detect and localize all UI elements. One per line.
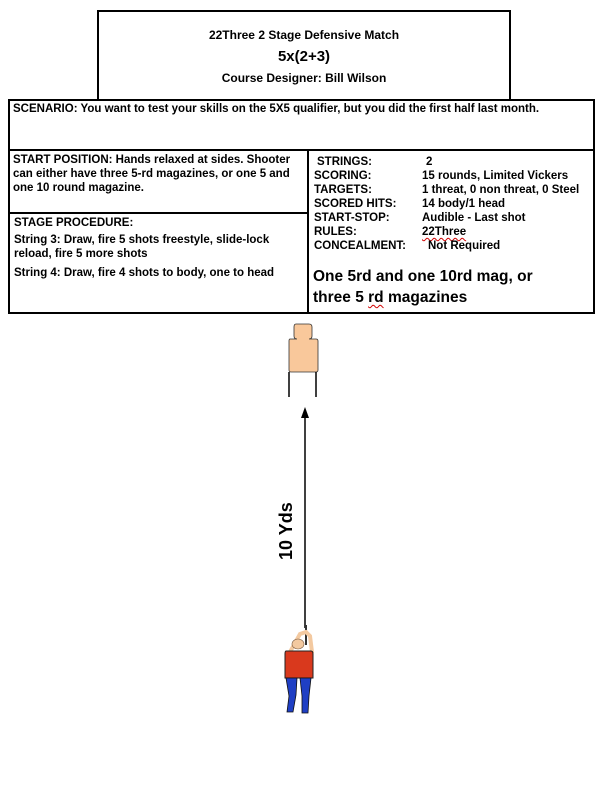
magazine-note-line-1: One 5rd and one 10rd mag, or	[313, 268, 533, 285]
course-designer: Course Designer: Bill Wilson	[221, 71, 387, 85]
match-title: 22Three 2 Stage Defensive Match	[208, 28, 400, 42]
distance-arrow-head	[301, 407, 309, 418]
info-start-stop-label: START-STOP:	[314, 212, 390, 224]
stage-name: 5x(2+3)	[277, 48, 331, 65]
info-scoring-value: 15 rounds, Limited Vickers	[422, 170, 569, 182]
info-targets-label: TARGETS:	[314, 184, 372, 196]
info-start-stop-value: Audible - Last shot	[422, 212, 526, 224]
procedure-string-4: String 4: Draw, fire 4 shots to body, one to head	[14, 267, 275, 279]
scenario-text: SCENARIO: You want to test your skills on the 5X5 qualifier, but you did the first half last month.	[13, 103, 540, 115]
info-scoring-label: SCORING:	[314, 170, 372, 182]
info-scored-hits-label: SCORED HITS:	[314, 198, 397, 210]
info-rules-label: RULES:	[314, 226, 357, 238]
info-strings-label: STRINGS:	[317, 156, 372, 168]
info-rules-value: 22Three	[422, 226, 467, 238]
info-concealment-value: Not Required	[428, 240, 501, 252]
info-targets-value: 1 threat, 0 non threat, 0 Steel	[422, 184, 580, 196]
procedure-heading: STAGE PROCEDURE:	[14, 217, 134, 229]
procedure-string-3: String 3: Draw, fire 5 shots freestyle, slide-lock reload, fire 5 more shots	[14, 234, 270, 260]
info-scored-hits-value: 14 body/1 head	[422, 198, 506, 210]
start-position-text: START POSITION: Hands relaxed at sides. Shooter can either have three 5-rd magazines, or one 5 and one 10 round magazine.	[13, 154, 291, 194]
info-strings-value: 2	[426, 156, 433, 168]
shooter-figure	[285, 625, 313, 713]
threat-target	[289, 324, 318, 372]
magazine-note-line-2: three 5 rd magazines	[313, 289, 468, 306]
distance-label: 10 Yds	[276, 502, 296, 560]
magazine-note-rd: rd	[368, 289, 384, 306]
info-concealment-label: CONCEALMENT:	[314, 240, 406, 252]
